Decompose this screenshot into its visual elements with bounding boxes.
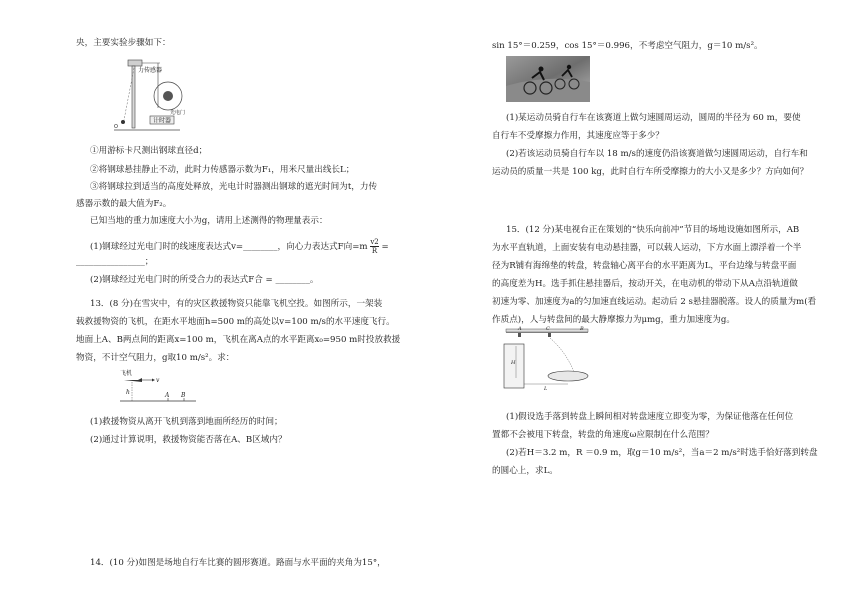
- turntable-icon: [548, 371, 588, 381]
- problem-13-line-3: 地面上A、B两点间的距离x=100 m，飞机在离A点的水平距离x₀=950 m时投放救援: [76, 335, 401, 345]
- pendulum-apparatus-figure: [110, 58, 196, 138]
- question-1-equals: =: [381, 242, 389, 252]
- problem-14-given: sin 15°＝0.259，cos 15°＝0.996，不考虑空气阻力，g＝10 m/s²。: [492, 41, 763, 51]
- airplane-drop-figure: [118, 368, 200, 408]
- point-a-label: A: [165, 392, 170, 399]
- point-c-label: C: [546, 326, 550, 332]
- point-o-label: O: [114, 124, 118, 130]
- step-2: ②将钢球悬挂静止不动，此时力传感器示数为F₁，用米尺量出线长L；: [90, 165, 355, 175]
- cyclist-track-photo: [506, 56, 590, 102]
- question-1-line-1: [90, 238, 389, 255]
- step-3-line-1: ③将钢球拉到适当的高度处释放，光电计时器测出钢球的遮光时间为t，力传: [90, 182, 378, 192]
- step-3-line-2: 感器示数的最大值为F₂。: [76, 199, 172, 209]
- question-14-1-line-2: 自行车不受摩擦力作用，其速度应等于多少？: [492, 131, 664, 141]
- point-b-label: B: [580, 326, 584, 332]
- photogate-label: 光电门: [170, 110, 186, 116]
- question-13-2: (2)通过计算说明，救援物资能否落在A、B区域内？: [90, 435, 287, 445]
- problem-13-line-2: 载救援物资的飞机，在距水平地面h=500 m的高处以v=100 m/s的水平速度飞行。: [76, 317, 395, 327]
- distance-l-label: L: [544, 386, 548, 392]
- force-sensor-label: 力传感器: [138, 67, 163, 74]
- fraction-denominator: R: [371, 247, 378, 255]
- airplane-icon: [124, 378, 142, 382]
- question-2: (2)钢球经过光电门时的所受合力的表达式F合 = ________。: [90, 275, 319, 285]
- velocity-label: v: [156, 377, 160, 384]
- question-15-1-line-2: 置都不会被甩下转盘，转盘的角速度ω应限制在什么范围？: [492, 430, 714, 440]
- problem-15-line-2: 为水平直轨道，上面安装有电动悬挂器，可以载人运动，下方水面上漂浮着一个半: [492, 243, 802, 253]
- question-15-1-line-1: (1)假设选手落到转盘上瞬间相对转盘速度立即变为零，为保证他落在任何位: [506, 412, 794, 422]
- problem-14-line-1: 14．(10 分)如图是场地自行车比赛的圆形赛道。路面与水平面的夹角为15°，: [90, 558, 386, 568]
- question-14-2-line-1: (2)若该运动员骑自行车以 18 m/s的速度仍沿该赛道做匀速圆周运动，自行车和: [506, 149, 808, 159]
- question-1-line-2: ________________；: [76, 257, 154, 267]
- plane-label: 飞机: [120, 370, 133, 377]
- question-15-2-line-2: 的圆心上，求L。: [492, 466, 558, 476]
- intro-text: 央，主要实验步骤如下：: [76, 38, 171, 48]
- question-1-text: (1)钢球经过光电门时的线速度表达式v=________，向心力表达式F向=m: [90, 242, 368, 252]
- question-14-1-line-1: (1)某运动员骑自行车在该赛道上做匀速圆周运动，圆周的半径为 60 m，要使: [506, 113, 801, 123]
- point-a-label: A: [518, 326, 522, 332]
- problem-15-line-5: 初速为零、加速度为a的匀加速直线运动。起动后 2 s悬挂器脱落。设人的质量为m(看: [492, 297, 817, 307]
- timer-label: 计时器: [153, 117, 172, 125]
- question-15-2-line-1: (2)若H＝3.2 m，R ＝0.9 m，取g＝10 m/s²，当a＝2 m/s²时选手恰好落到转盘: [506, 448, 818, 458]
- height-h-label: H: [511, 360, 516, 366]
- fraction: [370, 238, 378, 255]
- question-14-2-line-2: 运动员的质量一共是 100 kg，此时自行车所受摩擦力的大小又是多少？方向如何？: [492, 167, 809, 177]
- step-1: ①用游标卡尺测出钢球直径d；: [90, 146, 208, 156]
- problem-13-line-4: 物资，不计空气阻力，g取10 m/s²。求：: [76, 353, 235, 363]
- given-gravity: 已知当地的重力加速度大小为g，请用上述测得的物理量表示：: [90, 216, 328, 226]
- problem-13-line-1: 13．(8 分)在雪灾中，有的灾区救援物资只能靠飞机空投。如图所示，一架装: [90, 299, 383, 309]
- fraction-numerator: v2: [370, 238, 379, 246]
- problem-15-line-6: 作质点)，人与转盘间的最大静摩擦力为μmg，重力加速度为g。: [492, 315, 735, 325]
- question-13-1: (1)救援物资从离开飞机到落到地面所经历的时间；: [90, 417, 283, 427]
- problem-15-line-4: 的高度差为H。选手抓住悬挂器后，按动开关，在电动机的带动下从A点沿轨道做: [492, 279, 798, 289]
- height-label: h: [126, 389, 130, 396]
- point-b-label: B: [181, 392, 186, 399]
- problem-15-line-1: 15．(12 分)某电视台正在策划的“快乐向前冲”节目的场地设施如图所示，AB: [506, 225, 800, 235]
- problem-15-line-3: 径为R铺有海绵垫的转盘，转盘轴心离平台的水平距离为L，平台边缘与转盘平面: [492, 261, 797, 271]
- rail-turntable-figure: [496, 326, 600, 392]
